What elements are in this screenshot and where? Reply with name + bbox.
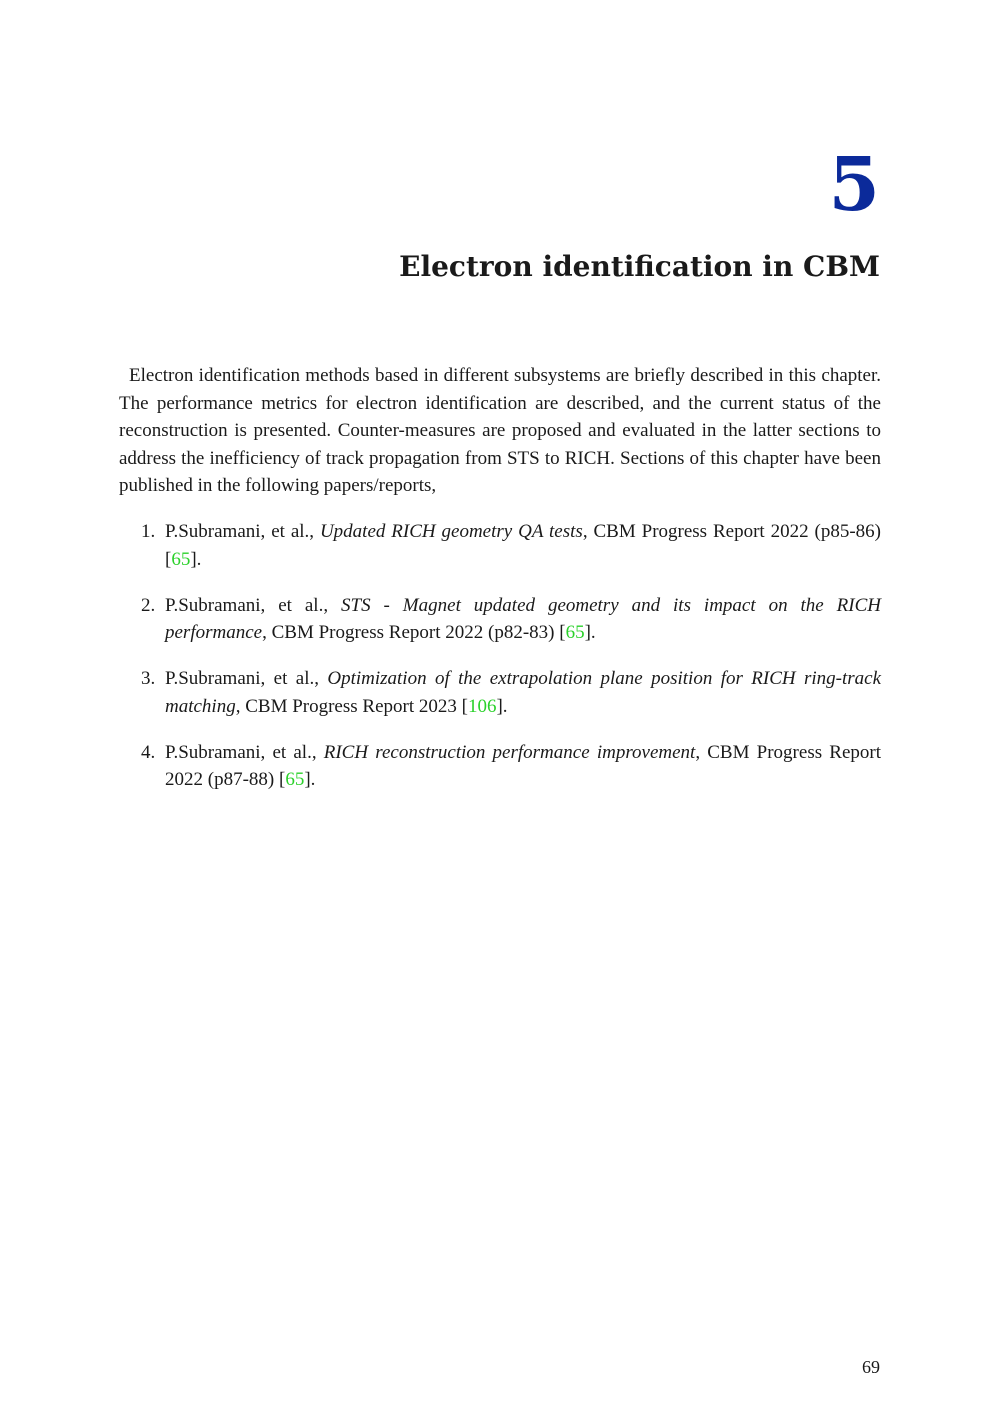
publication-venue: , CBM Progress Report 2023 xyxy=(235,695,462,717)
list-number: 3. xyxy=(141,668,156,689)
citation-close: ]. xyxy=(190,548,202,570)
citation-link[interactable]: 106 xyxy=(467,695,497,717)
page-number: 69 xyxy=(862,1357,880,1377)
citation-link[interactable]: 65 xyxy=(285,769,305,790)
citation-open: [ xyxy=(559,622,566,643)
publication-venue: , CBM Progress Report 2022 (p82-83) xyxy=(262,622,560,643)
list-number: 4. xyxy=(141,741,156,763)
publication-authors: P.Subramani, et al., xyxy=(165,521,320,542)
publication-item xyxy=(119,665,881,720)
publication-title: STS - Magnet updated geometry and its impact on the RICH performance xyxy=(165,594,881,643)
list-number: 2. xyxy=(141,594,156,616)
publication-item xyxy=(119,592,881,647)
publication-venue: , CBM Progress Report 2022 (p85-86) xyxy=(582,521,881,542)
publication-authors: P.Subramani, et al., xyxy=(165,594,342,616)
citation-link[interactable]: 65 xyxy=(171,548,191,570)
publication-list xyxy=(119,518,881,812)
citation-open: [ xyxy=(461,695,468,717)
citation-close: ]. xyxy=(496,695,508,717)
publication-title: Updated RICH geometry QA tests xyxy=(319,521,583,542)
citation-open: [ xyxy=(165,548,172,570)
publication-authors: P.Subramani, et al., xyxy=(165,668,328,689)
publication-title: RICH reconstruction performance improvement xyxy=(323,741,696,763)
publication-authors: P.Subramani, et al., xyxy=(165,741,324,763)
chapter-number: 5 xyxy=(828,142,880,228)
citation-close: ]. xyxy=(304,769,316,790)
publication-item xyxy=(119,518,881,573)
list-number: 1. xyxy=(141,521,156,542)
citation-open: [ xyxy=(278,769,286,790)
publication-venue: , CBM Progress Report 2022 (p87-88) xyxy=(165,741,881,790)
publication-title: Optimization of the extrapolation plane position for RICH ring-track matching xyxy=(165,668,882,717)
publication-item xyxy=(119,739,881,794)
intro-paragraph: Electron identification methods based in different subsystems are briefly described in this chapter. The performance metrics for electron identification are described, and the current status of the reconstruction is presented. Counter-measures are proposed and evaluated in the latter sections to address the inefficiency of track propagation from STS to RICH. Sections of this chapter have been published in the following papers/reports, xyxy=(119,365,881,496)
chapter-title: Electron identification in CBM xyxy=(399,250,880,283)
citation-link[interactable]: 65 xyxy=(565,622,585,643)
citation-close: ]. xyxy=(584,622,596,643)
